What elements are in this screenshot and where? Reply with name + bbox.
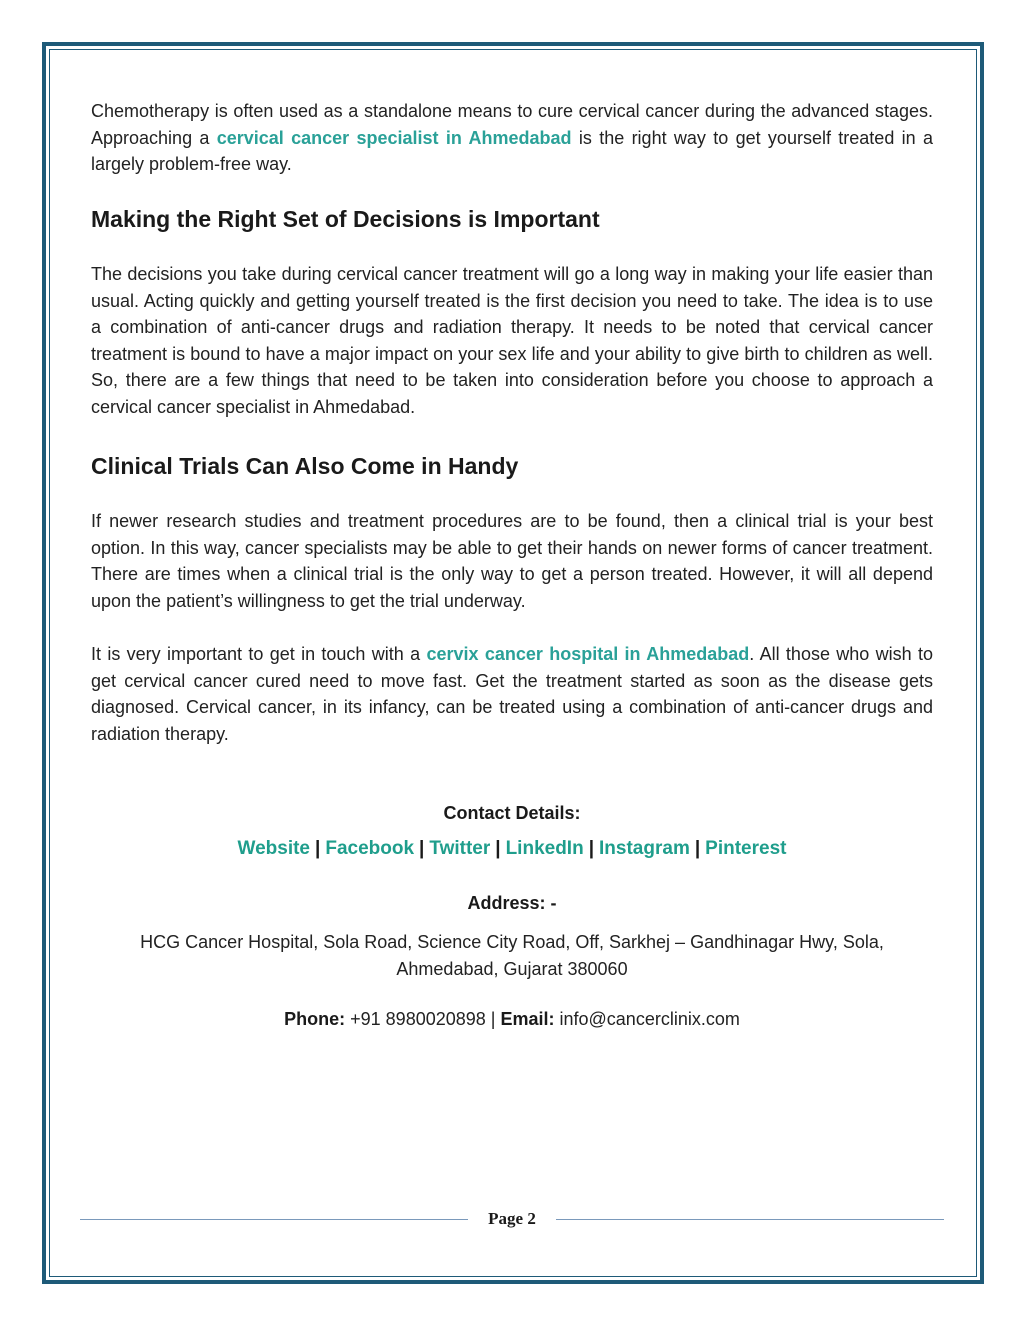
- paragraph-clinical-trials: If newer research studies and treatment procedures are to be found, then a clinical trial is your best option. In this way, cancer specialists may be able to get their hands on newer forms of cancer treatment. There are times when a clinical trial is the only way to get a person treated. However, it will all depend upon the patient’s willingness to get the trial underway.: [91, 511, 933, 611]
- heading-decisions: Making the Right Set of Decisions is Important: [91, 206, 600, 232]
- paragraph-text: It is very important to get in touch with a: [91, 644, 427, 664]
- phone-email-row: [0, 1009, 1024, 1030]
- heading-clinical-trials: Clinical Trials Can Also Come in Handy: [91, 453, 519, 479]
- address-title: Address: -: [467, 893, 557, 913]
- paragraph-decisions: The decisions you take during cervical cancer treatment will go a long way in making your life easier than usual. Acting quickly and getting yourself treated is the first decision you need to take. The idea is to use a combination of anti-cancer drugs and radiation therapy. It needs to be noted that cervical cancer treatment is bound to have a major impact on your sex life and your ability to give birth to children as well. So, there are a few things that need to be taken into consideration before you choose to approach a cervical cancer specialist in Ahmedabad.: [91, 264, 933, 417]
- footer-rule-right: [556, 1219, 944, 1220]
- pinterest-link[interactable]: Pinterest: [705, 838, 787, 859]
- social-links-row: [0, 838, 1024, 860]
- address-line-1: HCG Cancer Hospital, Sola Road, Science City Road, Off, Sarkhej – Gandhinagar Hwy, Sola,: [140, 932, 884, 952]
- paragraph-hospital: [91, 641, 933, 747]
- link-cervical-cancer-specialist[interactable]: cervical cancer specialist in Ahmedabad: [216, 127, 572, 148]
- separator: |: [495, 838, 501, 859]
- address-line-2: Ahmedabad, Gujarat 380060: [396, 958, 628, 979]
- paragraph-text: Chemotherapy is often used as a standalone means to cure cervical cancer during the advanced stages. Approaching a: [91, 101, 933, 148]
- contact-details-title: Contact Details:: [443, 803, 581, 823]
- footer-rule-left: [80, 1219, 468, 1220]
- separator: |: [419, 838, 425, 859]
- separator: |: [588, 838, 595, 859]
- separator: |: [694, 838, 701, 859]
- link-cervix-cancer-hospital[interactable]: cervix cancer hospital in Ahmedabad: [426, 644, 750, 664]
- paragraph-chemotherapy: [91, 98, 933, 178]
- facebook-link[interactable]: Facebook: [325, 838, 415, 859]
- website-link[interactable]: Website: [237, 838, 311, 859]
- linkedin-link[interactable]: LinkedIn: [505, 838, 584, 859]
- paragraph-text: is the right way to get yourself treated in a largely problem-free way.: [91, 127, 934, 174]
- address-text: [100, 929, 924, 982]
- paragraph-text: . All those who wish to get cervical cancer cured need to move fast. Get the treatment started as soon as the disease gets diagnosed. Cervical cancer, in its infancy, can be treated using a combination of anti-cancer drugs and radiation therapy.: [91, 644, 933, 744]
- page-number: Page 2: [488, 1209, 536, 1228]
- email-label: Email:: [500, 1009, 555, 1029]
- email-address[interactable]: info@cancerclinix.com: [554, 1009, 740, 1029]
- instagram-link[interactable]: Instagram: [599, 838, 690, 859]
- phone-label: Phone:: [284, 1009, 346, 1029]
- twitter-link[interactable]: Twitter: [429, 838, 491, 859]
- phone-number: +91 8980020898 |: [345, 1009, 501, 1029]
- separator: |: [315, 838, 321, 859]
